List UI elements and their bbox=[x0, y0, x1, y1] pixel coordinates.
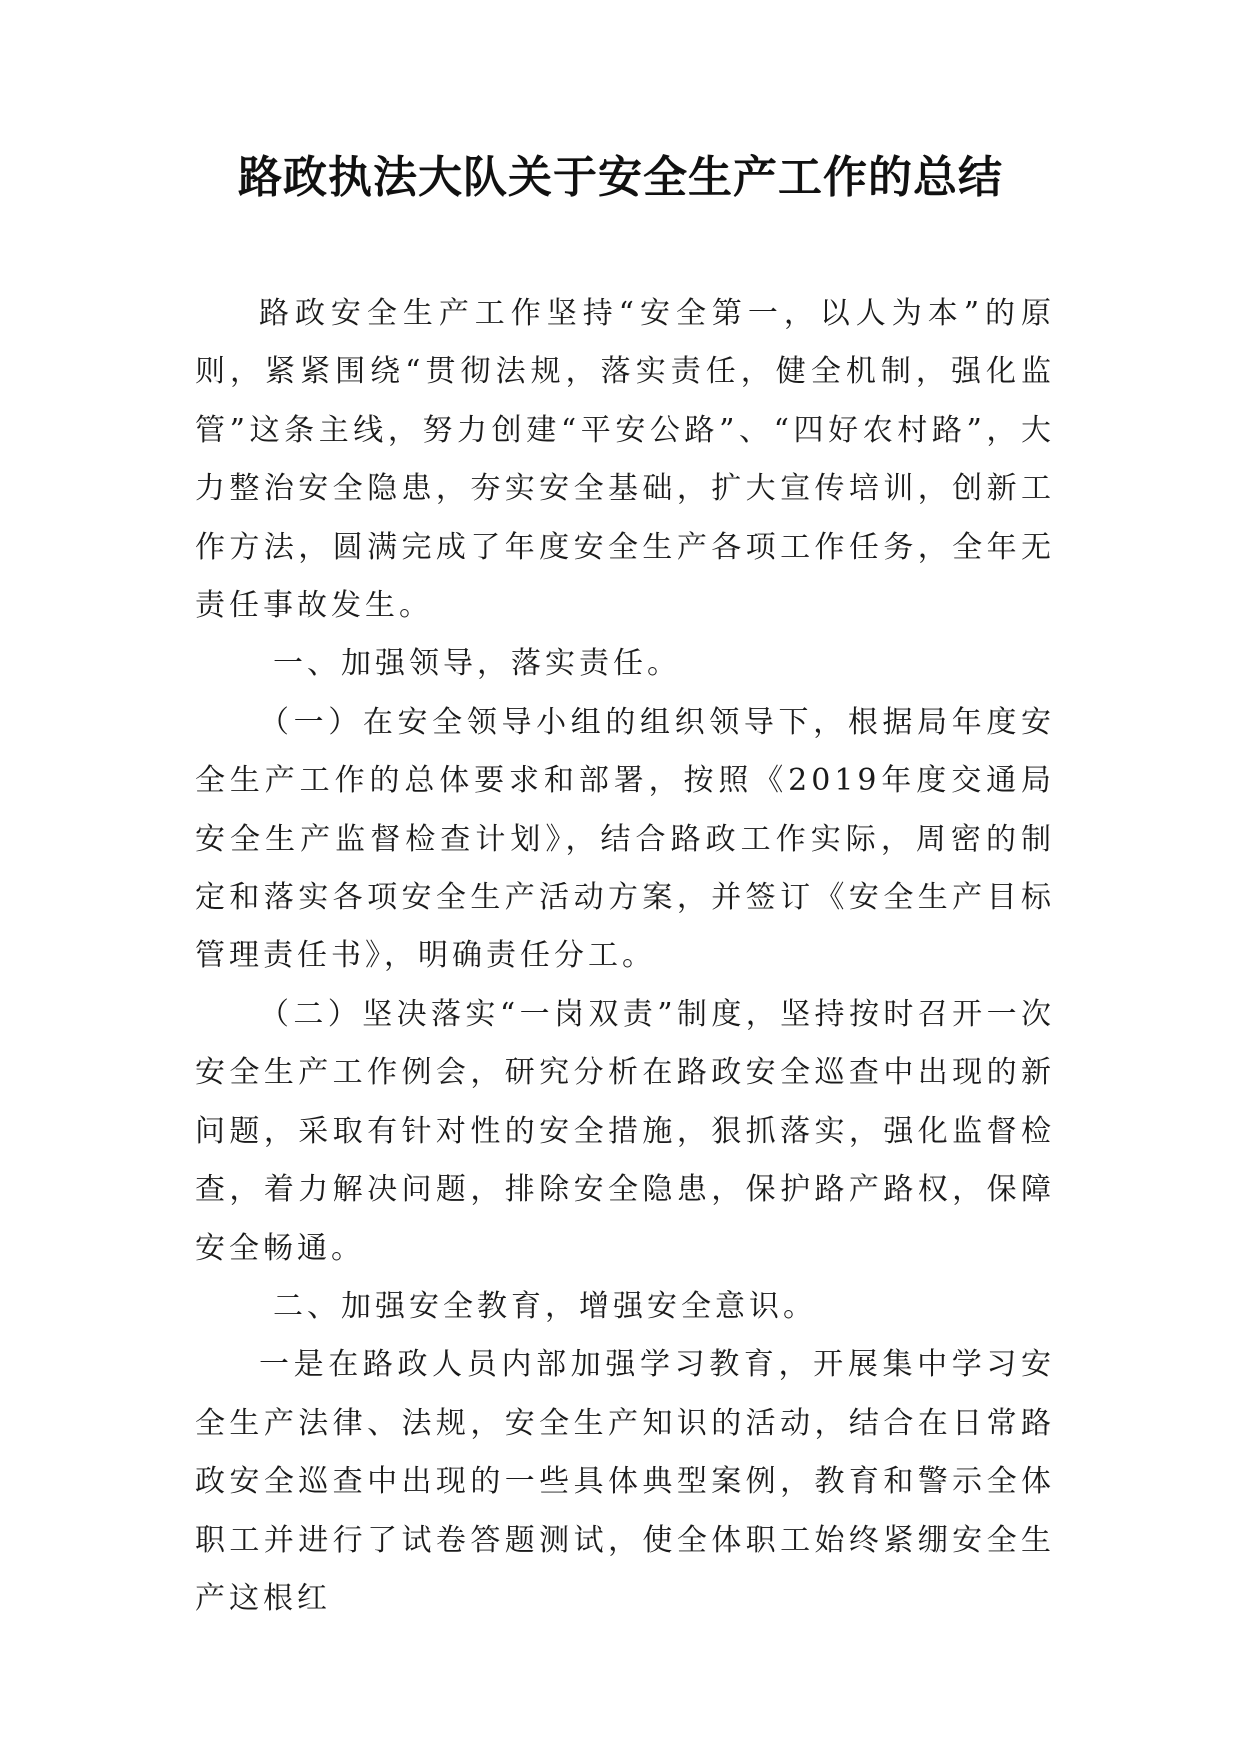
paragraph-1-2: （二）坚决落实“一岗双责”制度，坚持按时召开一次安全生产工作例会，研究分析在路政安全巡查中出现的新问题，采取有针对性的安全措施，狠抓落实，强化监督检查，着力解决问题，排除安全隐患，保护路产路权，保障安全畅通。 bbox=[195, 996, 1055, 1266]
document-body bbox=[195, 285, 1055, 1628]
section-heading-2: 二、加强安全教育，增强安全意识。 bbox=[273, 1288, 817, 1324]
section-heading-1: 一、加强领导，落实责任。 bbox=[273, 646, 681, 682]
paragraph-intro: 路政安全生产工作坚持“安全第一，以人为本”的原则，紧紧围绕“贯彻法规，落实责任，健全机制，强化监管”这条主线，努力创建“平安公路”、“四好农村路”，大力整治安全隐患，夯实安全基础，扩大宣传培训，创新工作方法，圆满完成了年度安全生产各项工作任务，全年无责任事故发生。 bbox=[195, 296, 1055, 624]
paragraph-1-1: （一）在安全领导小组的组织领导下，根据局年度安全生产工作的总体要求和部署，按照《2019年度交通局安全生产监督检查计划》，结合路政工作实际，周密的制定和落实各项安全生产活动方案，并签订《安全生产目标管理责任书》，明确责任分工。 bbox=[195, 704, 1055, 974]
document-title: 路政执法大队关于安全生产工作的总结 bbox=[238, 152, 1003, 203]
paragraph-2-1: 一是在路政人员内部加强学习教育，开展集中学习安全生产法律、法规，安全生产知识的活动，结合在日常路政安全巡查中出现的一些具体典型案例，教育和警示全体职工并进行了试卷答题测试，使全体职工始终紧绷安全生产这根红 bbox=[195, 1347, 1055, 1616]
